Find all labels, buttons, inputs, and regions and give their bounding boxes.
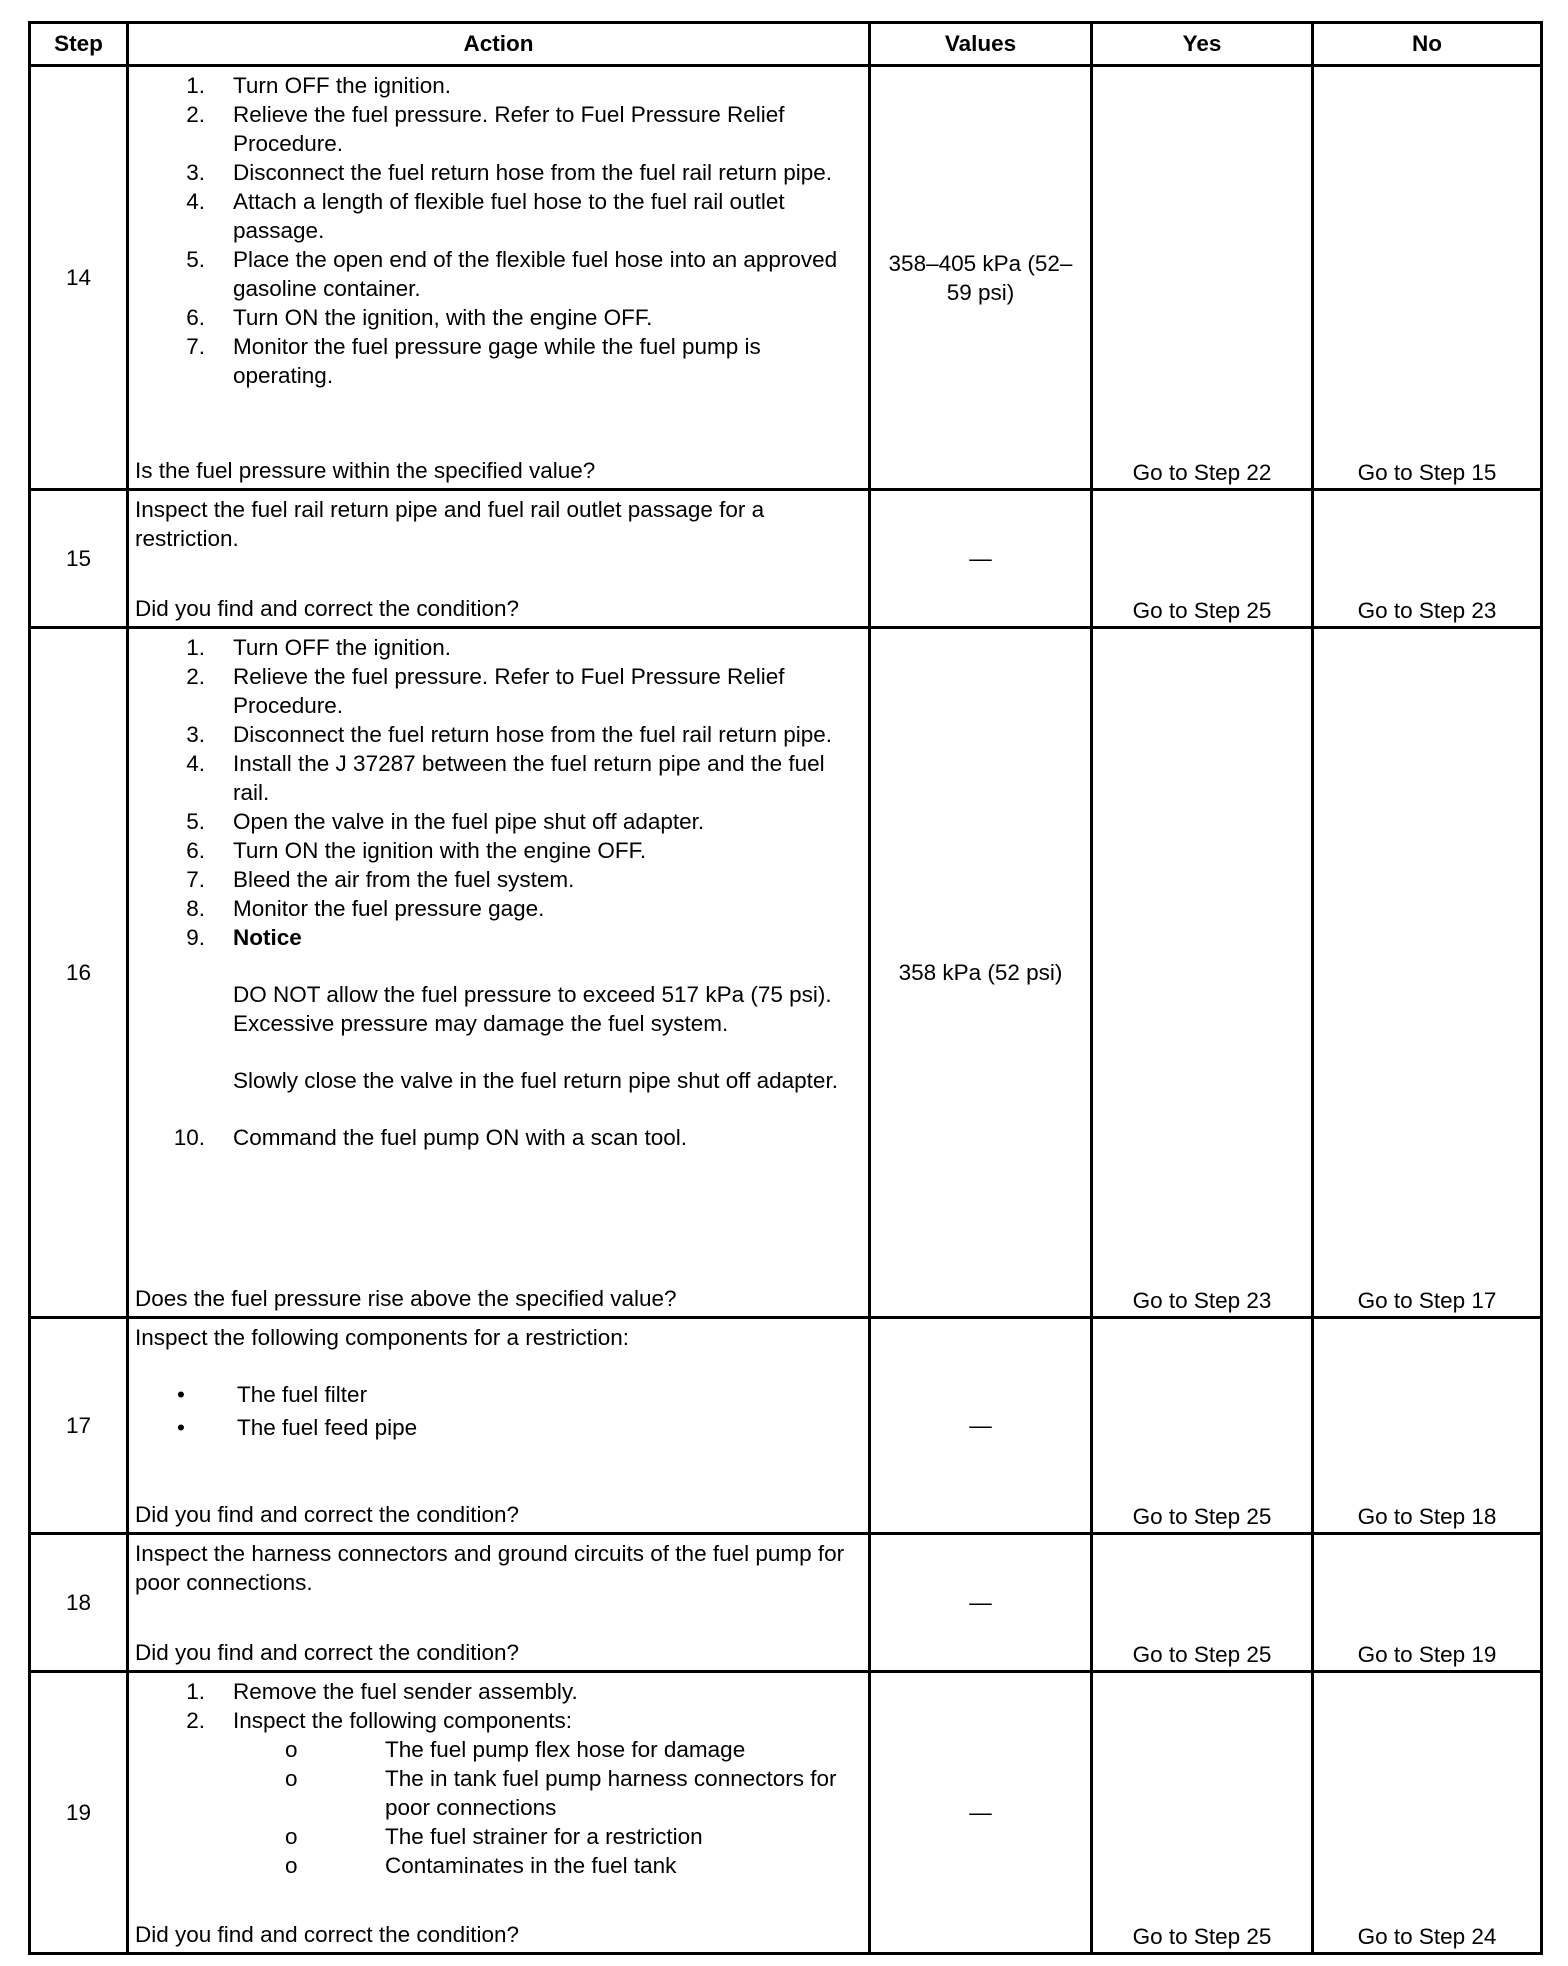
notice-action: Slowly close the valve in the fuel return pipe shut off adapter.	[233, 1068, 838, 1093]
list-item: • The fuel feed pipe	[177, 1415, 418, 1440]
no-cell	[1313, 628, 1542, 1318]
value-cell: —	[870, 1318, 1092, 1534]
value-cell: 358–405 kPa (52–59 psi)	[870, 66, 1092, 490]
yes-link[interactable]: Go to Step 25	[1132, 1504, 1272, 1529]
table-row	[30, 628, 1542, 1318]
step-number: 17	[30, 1318, 128, 1534]
step-number: 19	[30, 1672, 128, 1954]
question: Did you find and correct the condition?	[135, 596, 519, 621]
notice-label: Notice	[233, 925, 302, 950]
no-link[interactable]: Go to Step 18	[1357, 1504, 1497, 1529]
value-cell: —	[870, 490, 1092, 628]
value-cell: 358 kPa (52 psi)	[870, 628, 1092, 1318]
no-link[interactable]: Go to Step 19	[1357, 1642, 1497, 1667]
step-number: 18	[30, 1534, 128, 1672]
header-no: No	[1313, 23, 1542, 66]
action-cell	[128, 66, 870, 490]
table-row	[30, 66, 1542, 490]
no-cell	[1313, 66, 1542, 490]
step-number: 14	[30, 66, 128, 490]
yes-cell	[1092, 66, 1313, 490]
sub-item: o Contaminates in the fuel tank	[285, 1853, 677, 1878]
action-cell	[128, 490, 870, 628]
no-cell	[1313, 1318, 1542, 1534]
no-link[interactable]: Go to Step 24	[1357, 1924, 1497, 1949]
header-step: Step	[30, 23, 128, 66]
value-cell: —	[870, 1672, 1092, 1954]
yes-link[interactable]: Go to Step 25	[1132, 598, 1272, 623]
header-row	[30, 23, 1542, 66]
yes-link[interactable]: Go to Step 23	[1132, 1288, 1272, 1313]
action-cell	[128, 1672, 870, 1954]
action-cell	[128, 1534, 870, 1672]
step-number: 15	[30, 490, 128, 628]
yes-link[interactable]: Go to Step 25	[1132, 1924, 1272, 1949]
list-item: 6. Turn ON the ignition, with the engine OFF.	[186, 305, 653, 330]
no-cell	[1313, 1534, 1542, 1672]
question: Is the fuel pressure within the specified value?	[135, 458, 596, 483]
yes-link[interactable]: Go to Step 22	[1132, 460, 1272, 485]
header-action: Action	[128, 23, 870, 66]
value-cell: —	[870, 1534, 1092, 1672]
list-item: 6. Turn ON the ignition with the engine OFF.	[186, 838, 647, 863]
list-item: 2. Inspect the following components:	[186, 1708, 572, 1733]
action-cell	[128, 628, 870, 1318]
instruction-text: Inspect the fuel rail return pipe and fuel rail outlet passage for a restriction.	[135, 497, 765, 551]
list-item: 5. Open the valve in the fuel pipe shut off adapter.	[186, 809, 705, 834]
no-cell	[1313, 490, 1542, 628]
yes-cell	[1092, 1534, 1313, 1672]
sub-item: o The fuel pump flex hose for damage	[285, 1737, 746, 1762]
yes-cell	[1092, 1672, 1313, 1954]
yes-cell	[1092, 490, 1313, 628]
list-item: 1. Turn OFF the ignition.	[186, 73, 452, 98]
question: Does the fuel pressure rise above the specified value?	[135, 1286, 677, 1311]
list-item: 7. Bleed the air from the fuel system.	[186, 867, 575, 892]
step-number: 16	[30, 628, 128, 1318]
question: Did you find and correct the condition?	[135, 1502, 519, 1527]
notice-text: DO NOT allow the fuel pressure to exceed 517 kPa (75 psi). Excessive pressure may damage the fuel system.	[233, 982, 832, 1036]
sub-item: o The in tank fuel pump harness connectors for poor connections	[285, 1766, 837, 1820]
instruction-text: Inspect the harness connectors and ground circuits of the fuel pump for poor connections.	[135, 1541, 845, 1595]
table-row	[30, 490, 1542, 628]
yes-cell	[1092, 628, 1313, 1318]
list-item: • The fuel filter	[177, 1382, 368, 1407]
yes-cell	[1092, 1318, 1313, 1534]
action-cell	[128, 1318, 870, 1534]
list-item: 1. Turn OFF the ignition.	[186, 635, 452, 660]
list-item: 2. Relieve the fuel pressure. Refer to Fuel Pressure Relief Procedure.	[186, 102, 785, 156]
header-yes: Yes	[1092, 23, 1313, 66]
list-item: 3. Disconnect the fuel return hose from the fuel rail return pipe.	[186, 160, 833, 185]
question: Did you find and correct the condition?	[135, 1922, 519, 1947]
table-row	[30, 1534, 1542, 1672]
question: Did you find and correct the condition?	[135, 1640, 519, 1665]
list-item: 7. Monitor the fuel pressure gage while the fuel pump is operating.	[186, 334, 761, 388]
no-link[interactable]: Go to Step 23	[1357, 598, 1497, 623]
list-item: 3. Disconnect the fuel return hose from the fuel rail return pipe.	[186, 722, 833, 747]
list-item: 4. Install the J 37287 between the fuel return pipe and the fuel rail.	[186, 751, 825, 805]
list-item: 4. Attach a length of flexible fuel hose to the fuel rail outlet passage.	[186, 189, 785, 243]
table-row	[30, 1672, 1542, 1954]
table-row	[30, 1318, 1542, 1534]
list-item: 5. Place the open end of the flexible fuel hose into an approved gasoline container.	[186, 247, 838, 301]
no-link[interactable]: Go to Step 15	[1357, 460, 1497, 485]
no-link[interactable]: Go to Step 17	[1357, 1288, 1497, 1313]
list-item: 1. Remove the fuel sender assembly.	[186, 1679, 578, 1704]
diagnostic-table	[28, 21, 1543, 1955]
list-item: 9. Notice	[135, 923, 862, 952]
instruction-text: Inspect the following components for a restriction:	[135, 1325, 630, 1350]
list-item: 10. Command the fuel pump ON with a scan tool.	[173, 1125, 687, 1150]
list-item: 8. Monitor the fuel pressure gage.	[186, 896, 545, 921]
list-item: 2. Relieve the fuel pressure. Refer to Fuel Pressure Relief Procedure.	[186, 664, 785, 718]
sub-item: o The fuel strainer for a restriction	[285, 1824, 703, 1849]
yes-link[interactable]: Go to Step 25	[1132, 1642, 1272, 1667]
header-values: Values	[870, 23, 1092, 66]
no-cell	[1313, 1672, 1542, 1954]
